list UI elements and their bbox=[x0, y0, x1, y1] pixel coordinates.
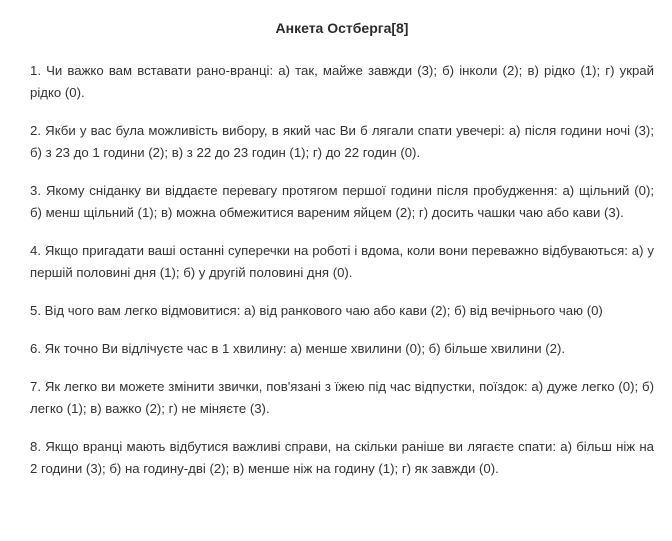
question-item: 1. Чи важко вам вставати рано-вранці: а) так, майже завжди (3); б) інколи (2); в) рідко (1); г) украй рідко (0). bbox=[30, 63, 654, 100]
question-item: 6. Як точно Ви відлічуєте час в 1 хвилину: а) менше хвилини (0); б) більше хвилини (2). bbox=[30, 341, 566, 356]
question-item: 7. Як легко ви можете змінити звички, пов'язані з їжею під час відпустки, поїздок: а) дуже легко (0); б) легко (1); в) важко (2); г) не міняєте (3). bbox=[30, 379, 654, 416]
question-item: 5. Від чого вам легко відмовитися: а) від ранкового чаю або кави (2); б) від вечірнього чаю (0) bbox=[30, 303, 603, 318]
question-item: 8. Якщо вранці мають відбутися важливі справи, на скільки раніше ви лягаєте спати: а) більш ніж на 2 години (3); б) на годину-дві (2); в) менше ніж на годину (1); г) як завжди (0). bbox=[30, 439, 654, 476]
question-item: 3. Якому сніданку ви віддаєте перевагу протягом першої години після пробудження: а) щільний (0); б) менш щільний (1); в) можна обмежитися вареним яйцем (2); г) досить чашки чаю або кави (3). bbox=[30, 183, 654, 220]
question-item: 2. Якби у вас була можливість вибору, в який час Ви б лягали спати увечері: а) після години ночі (3); б) з 23 до 1 години (2); в) з 22 до 23 годин (1); г) до 22 годин (0). bbox=[30, 123, 654, 160]
question-item: 4. Якщо пригадати ваші останні суперечки на роботі і вдома, коли вони переважно відбуваються: а) у першій половині дня (1); б) у другій половині дня (0). bbox=[30, 243, 654, 280]
page-title: Анкета Остберга[8] bbox=[275, 20, 409, 36]
